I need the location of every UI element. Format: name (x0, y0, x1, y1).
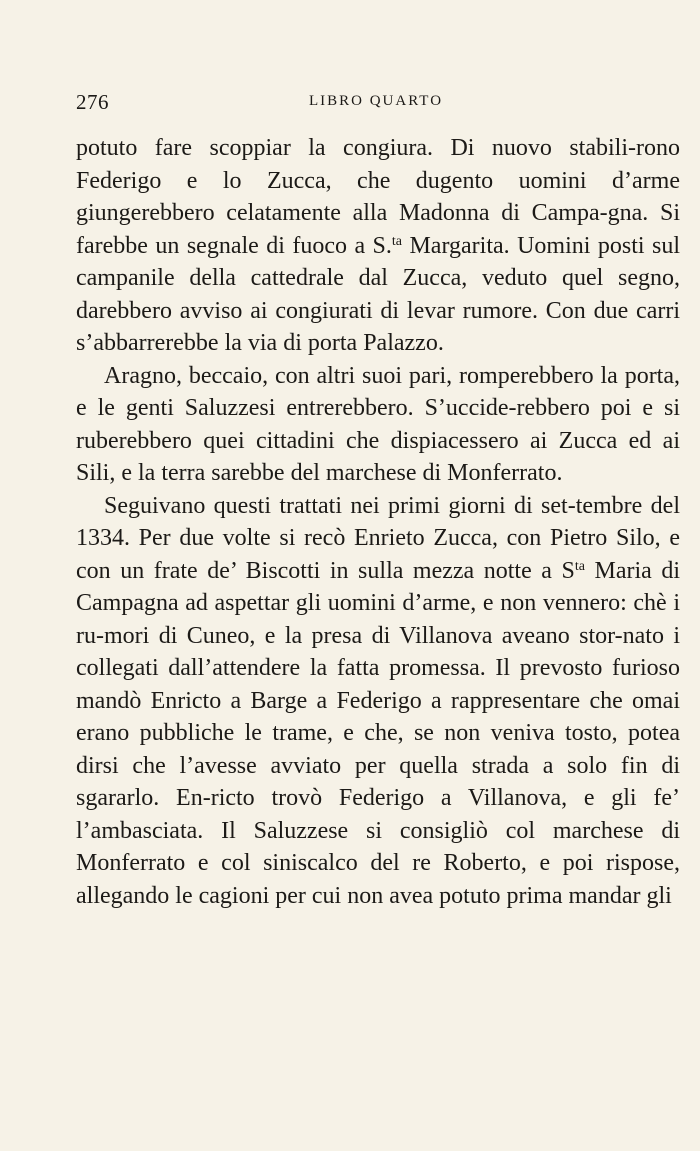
paragraph-1-text-a: potuto fare scoppiar la congiura. Di nuovo stabili-rono Federigo e lo Zucca, che dugento uomini d’arme giungerebbero celatamente alla Madonna di Campa-gna. Si farebbe un segnale di fuoco a S. (76, 135, 680, 259)
paragraph-2: Aragno, beccaio, con altri suoi pari, romperebbero la porta, e le genti Saluzzesi entrerebbero. S’uccide-rebbero poi e si ruberebbero quei cittadini che dispiacessero ai Zucca ed ai Sili, e la terra sarebbe del marchese di Monferrato. (76, 362, 680, 486)
superscript-abbreviation: ta (574, 558, 585, 574)
paragraph-3-text-a: Seguivano questi trattati nei primi giorni di set-tembre del 1334. Per due volte si recò Enrieto Zucca, con Pietro Silo, e con un frate de’ Biscotti in sulla mezza notte a S (76, 492, 680, 584)
page-header (76, 90, 680, 120)
paragraph-3-text-b: Maria di Campagna ad aspettar gli uomini d’arme, e non vennero: chè i ru-mori di Cuneo, e la presa di Villanova aveano stor-nato i collegati dall’attendere la fatta promessa. Il prevosto furioso mandò Enricto a Barge a Federigo a rappresentare che omai erano pubbliche le trame, e che, se non veniva tosto, potea dirsi che l’avesse avviato per quella strada a solo fin di sgararlo. En-ricto trovò Federigo a Villanova, e gli fe’ l’ambasciata. Il Saluzzese si consigliò col marchese di Monferrato e col siniscalco del re Roberto, e poi rispose, allegando le cagioni per cui non avea potuto prima mandar gli (76, 557, 680, 909)
body-text (76, 132, 680, 912)
paragraph-1 (76, 132, 680, 360)
page-number: 276 (76, 90, 109, 114)
superscript-abbreviation: ta (391, 233, 403, 249)
paragraph-1-text-b: Margarita. Uomini posti sul campanile della cattedrale dal Zucca, veduto quel segno, darebbero avviso ai congiurati di levar rumore. Con due carri s’abbarrerebbe la via di porta Palazzo. (76, 232, 681, 356)
running-head: LIBRO QUARTO (308, 93, 444, 109)
paragraph-3 (76, 490, 680, 913)
